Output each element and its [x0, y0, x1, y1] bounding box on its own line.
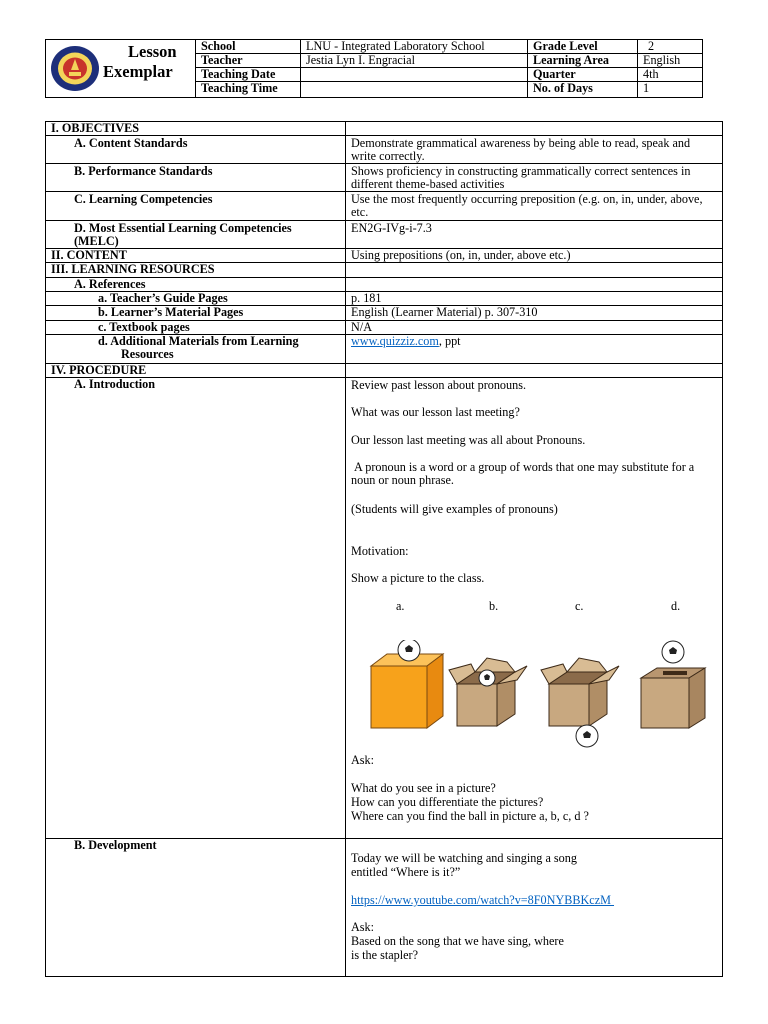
boxes-and-balls-picture	[367, 640, 709, 750]
grade-level-value: 2	[638, 40, 702, 54]
content-row	[46, 249, 722, 263]
teaching-time-value	[301, 82, 527, 96]
teachers-guide-label: a. Teacher’s Guide Pages	[98, 291, 228, 305]
teachers-guide-row	[46, 292, 722, 306]
textbook-row	[46, 321, 722, 335]
teaching-date-label: Teaching Date	[196, 68, 300, 82]
picture-label-a: a.	[396, 599, 405, 613]
ask-question-3: Where can you find the ball in picture a, b, c, d ?	[351, 809, 589, 823]
development-content	[351, 839, 716, 976]
references-label: A. References	[74, 277, 146, 291]
header-labels2-col	[528, 40, 638, 97]
dev-ask-label: Ask:	[351, 920, 375, 934]
box-d	[641, 641, 705, 728]
teachers-guide-value: p. 181	[351, 291, 382, 305]
dev-question-1: Based on the song that we have sing, where	[351, 934, 564, 948]
performance-standards-label: B. Performance Standards	[74, 164, 213, 178]
header-values-col	[301, 40, 528, 97]
procedure-row	[46, 364, 722, 378]
teacher-value: Jestia Lyn I. Engracial	[301, 54, 527, 68]
resources-heading: III. LEARNING RESOURCES	[51, 262, 215, 276]
box-b	[449, 658, 527, 726]
no-of-days-value: 1	[643, 81, 650, 95]
content-value: Using prepositions (on, in, under, above etc.)	[351, 248, 571, 262]
additional-materials-value: www.quizziz.com, ppt	[351, 334, 461, 348]
box-c	[541, 658, 619, 747]
resources-row	[46, 263, 722, 278]
quarter-value: 4th	[638, 68, 702, 82]
content-standards-row	[46, 136, 722, 164]
intro-line-question: What was our lesson last meeting?	[351, 405, 520, 419]
textbook-label: c. Textbook pages	[98, 320, 190, 334]
content-standards-value: Demonstrate grammatical awareness by being able to read, speak and write correctly.	[351, 136, 691, 164]
learning-competencies-label: C. Learning Competencies	[74, 192, 213, 206]
ask-label: Ask:	[351, 753, 375, 767]
intro-line-examples: (Students will give examples of pronouns)	[351, 502, 558, 516]
references-row	[46, 278, 722, 292]
school-seal-icon	[50, 45, 100, 92]
dev-line-1: Today we will be watching and singing a song	[351, 851, 577, 865]
youtube-link[interactable]: https://www.youtube.com/watch?v=8F0NYBBKczM	[351, 893, 615, 907]
teaching-time-label: Teaching Time	[201, 81, 278, 95]
ask-question-2: How can you differentiate the pictures?	[351, 795, 544, 809]
learning-area-value: English	[638, 54, 702, 68]
exemplar-title: Exemplar	[103, 62, 173, 81]
development-label: B. Development	[74, 838, 157, 852]
introduction-content	[351, 378, 716, 838]
development-row	[46, 839, 722, 976]
melc-label: D. Most Essential Learning Competencies (MELC)	[74, 221, 292, 249]
learners-material-label: b. Learner’s Material Pages	[98, 305, 244, 319]
intro-line-answer: Our lesson last meeting was all about Pronouns.	[351, 433, 586, 447]
procedure-heading: IV. PROCEDURE	[51, 363, 147, 377]
objectives-heading: I. OBJECTIVES	[51, 121, 140, 135]
lesson-plan-table	[45, 121, 723, 977]
melc-value: EN2G-IVg-i-7.3	[351, 221, 432, 235]
quizziz-link[interactable]: www.quizziz.com	[351, 334, 439, 348]
box-a	[371, 640, 443, 728]
content-heading: II. CONTENT	[51, 248, 127, 262]
picture-label-d: d.	[671, 599, 681, 613]
performance-standards-value: Shows proficiency in constructing grammatically correct sentences in different theme-based activities	[351, 164, 691, 192]
lesson-title: Lesson	[128, 42, 177, 61]
objectives-row	[46, 122, 722, 136]
school-label: School	[196, 40, 300, 54]
header-table	[45, 39, 703, 98]
quarter-label: Quarter	[528, 68, 637, 82]
introduction-label: A. Introduction	[74, 377, 156, 391]
additional-materials-row	[46, 335, 722, 364]
motivation-label: Motivation:	[351, 544, 409, 558]
dev-question-2: is the stapler?	[351, 948, 419, 962]
learning-competencies-row	[46, 192, 722, 221]
school-value: LNU - Integrated Laboratory School	[301, 40, 527, 54]
intro-line-review: Review past lesson about pronouns.	[351, 378, 527, 392]
melc-row	[46, 221, 722, 249]
no-of-days-label: No. of Days	[533, 81, 593, 95]
header-labels-col	[196, 40, 301, 97]
ask-question-1: What do you see in a picture?	[351, 781, 496, 795]
additional-materials-label: d. Additional Materials from Learning Resources	[98, 334, 299, 362]
teacher-label: Teacher	[196, 54, 300, 68]
learning-competencies-value: Use the most frequently occurring preposition (e.g. on, in, under, above, etc.	[351, 192, 703, 220]
content-standards-label: A. Content Standards	[74, 136, 188, 150]
intro-line-show-picture: Show a picture to the class.	[351, 571, 485, 585]
grade-level-label: Grade Level	[528, 40, 637, 54]
introduction-row	[46, 378, 722, 839]
dev-line-2: entitled “Where is it?”	[351, 865, 461, 879]
learning-area-label: Learning Area	[528, 54, 637, 68]
learners-material-row	[46, 306, 722, 321]
learners-material-value: English (Learner Material) p. 307-310	[351, 305, 538, 319]
intro-line-definition: A pronoun is a word or a group of words that one may substitute for a noun or noun phrase.	[351, 460, 698, 488]
picture-label-b: b.	[489, 599, 499, 613]
performance-standards-row	[46, 164, 722, 192]
teaching-date-value	[301, 68, 527, 82]
logo-title-cell	[46, 40, 196, 97]
textbook-value: N/A	[351, 320, 372, 334]
header-values2-col	[638, 40, 702, 97]
picture-label-c: c.	[575, 599, 584, 613]
